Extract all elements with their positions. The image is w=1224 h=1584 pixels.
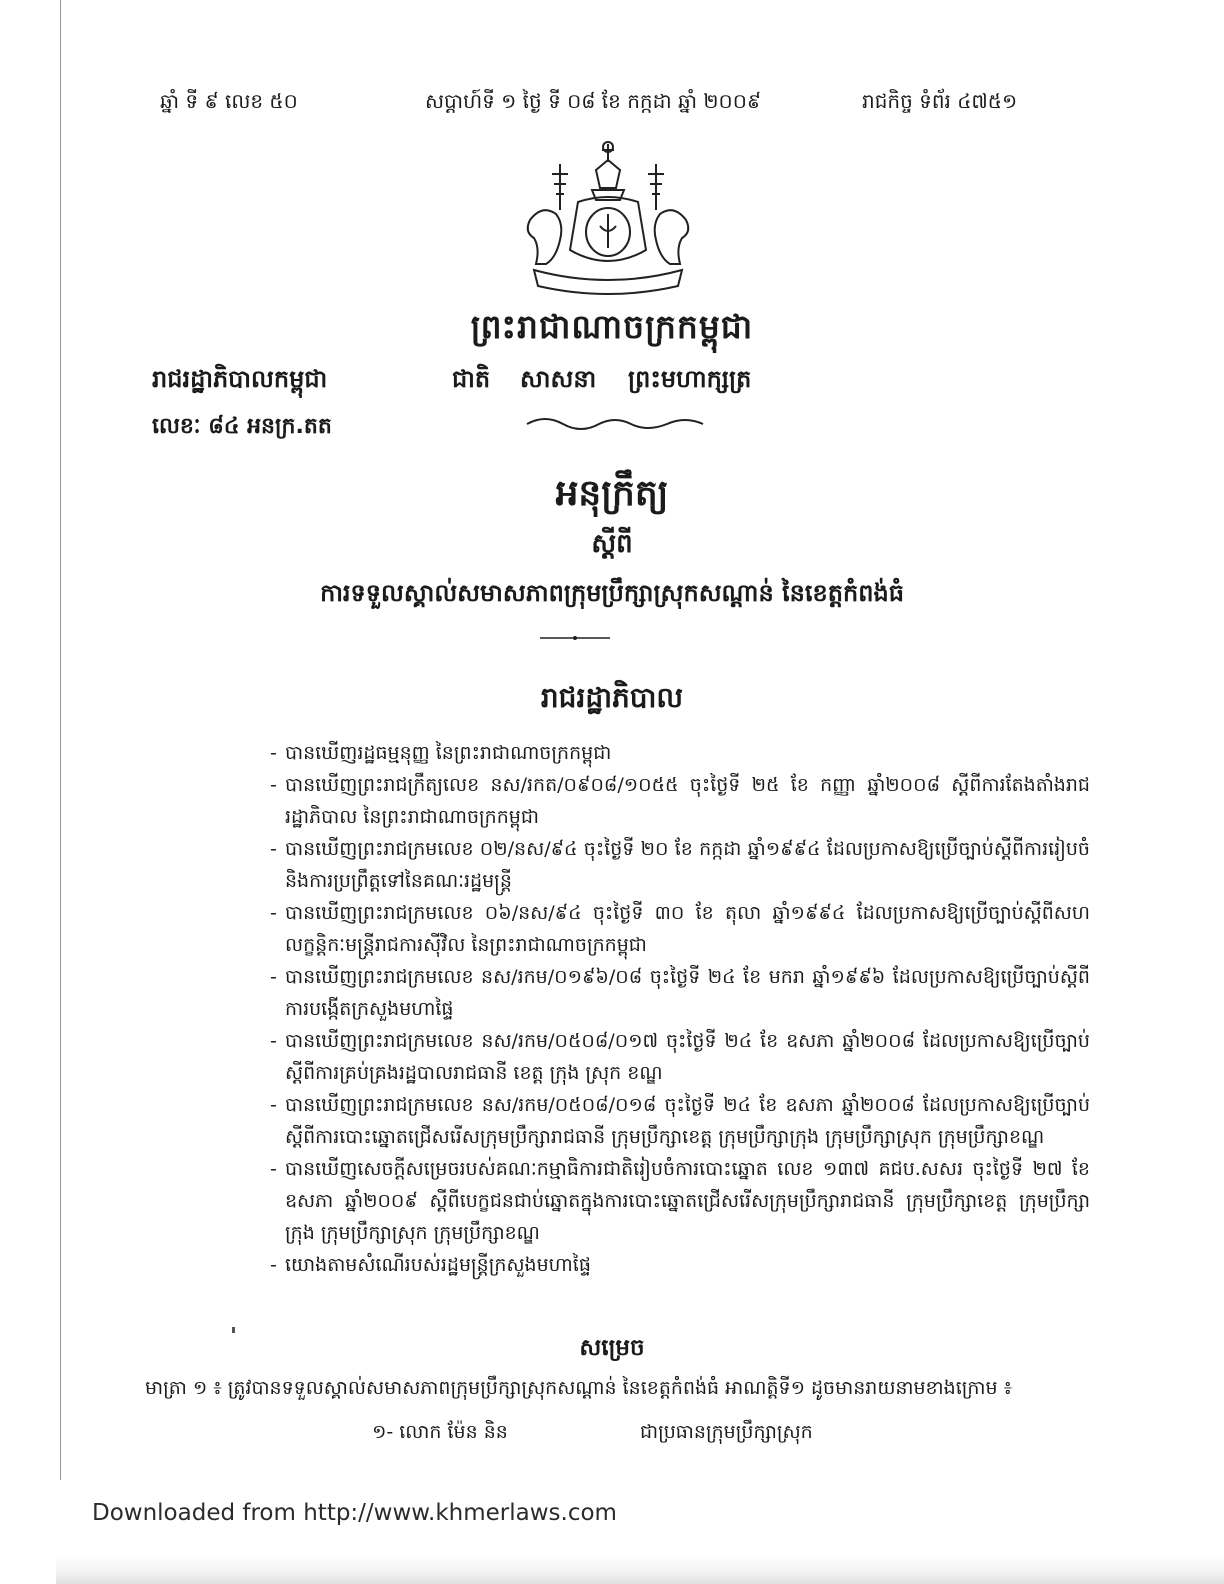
motto-nation: ជាតិ: [452, 365, 491, 393]
gazette-page: រាជកិច្ច ទំព័រ ៤៧៥១: [862, 89, 1018, 113]
decides-heading: សម្រេច: [579, 1335, 645, 1361]
legal-basis-item: - បានឃើញព្រះរាជក្រមលេខ នស/រកម/០៥០៨/០១៨ ចុះថ្ងៃទី ២៤ ខែ ឧសភា ឆ្នាំ២០០៨ ដែលប្រកាសឱ្យប្រើច្បាប់ស្តីពីការបោះឆ្នោតជ្រើសរើសក្រុមប្រឹក្សារាជធានី ក្រុមប្រឹក្សាខេត្ត ក្រុមប្រឹក្សាក្រុង ក្រុមប្រឹក្សាស្រុក ក្រុមប្រឹក្សាខណ្ឌ: [270, 1089, 1090, 1153]
legal-basis-item: - យោងតាមសំណើរបស់រដ្ឋមន្ត្រីក្រសួងមហាផ្ទៃ: [270, 1249, 1090, 1281]
government-heading: រាជរដ្ឋាភិបាល: [540, 681, 684, 714]
motto-king: ព្រះមហាក្សត្រ: [628, 365, 752, 393]
legal-basis-item: - បានឃើញព្រះរាជក្រមលេខ ០៦/នស/៩៤ ចុះថ្ងៃទី ៣០ ខែ តុលា ឆ្នាំ១៩៩៤ ដែលប្រកាសឱ្យប្រើច្បាប់ស្តីពីសហលក្ខន្តិកៈមន្ត្រីរាជការស៊ីវិល នៃព្រះរាជាណាចក្រកម្ពុជា: [270, 897, 1090, 961]
ornament-flourish-icon: [525, 414, 705, 434]
member-role: ជាប្រធានក្រុមប្រឹក្សាស្រុក: [640, 1421, 813, 1443]
legal-basis-item: - បានឃើញរដ្ឋធម្មនុញ្ញ នៃព្រះរាជាណាចក្រកម្ពុជា: [270, 737, 1090, 769]
scan-margin-line: [60, 0, 61, 1480]
decree-subject: ការទទួលស្គាល់សមាសភាពក្រុមប្រឹក្សាស្រុកសណ្តាន់ នៃខេត្តកំពង់ធំ: [320, 579, 904, 607]
legal-basis-item: - បានឃើញព្រះរាជក្រឹត្យលេខ នស/រកត/០៩០៨/១០៥៥ ចុះថ្ងៃទី ២៥ ខែ កញ្ញា ឆ្នាំ២០០៨ ស្តីពីការតែងតាំងរាជរដ្ឋាភិបាល នៃព្រះរាជាណាចក្រកម្ពុជា: [270, 769, 1090, 833]
scan-bottom-edge: [56, 1554, 1224, 1584]
motto-religion: សាសនា: [520, 365, 597, 393]
legal-basis-list: [270, 737, 1090, 1281]
download-source-footer: Downloaded from http://www.khmerlaws.com: [92, 1500, 617, 1526]
decree-title: អនុក្រឹត្យ: [555, 473, 669, 514]
gazette-date: សប្តាហ៍ទី ១ ថ្ងៃ ទី ០៨ ខែ កក្កដា ឆ្នាំ ២០០៩: [425, 89, 762, 113]
royal-emblem-icon: [516, 140, 700, 302]
legal-basis-item: - បានឃើញព្រះរាជក្រមលេខ នស/រកម/០១៩៦/០៨ ចុះថ្ងៃទី ២៤ ខែ មករា ឆ្នាំ១៩៩៦ ដែលប្រកាសឱ្យប្រើច្បាប់ស្តីពីការបង្កើតក្រសួងមហាផ្ទៃ: [270, 961, 1090, 1025]
scan-speck: [232, 1327, 235, 1333]
issuer-name: រាជរដ្ឋាភិបាលកម្ពុជា: [152, 365, 328, 393]
gazette-issue: ឆ្នាំ ទី ៩ លេខ ៥០: [160, 89, 298, 113]
legal-basis-item: - បានឃើញសេចក្តីសម្រេចរបស់គណៈកម្មាធិការជាតិរៀបចំការបោះឆ្នោត លេខ ១៣៧ គជប.សសរ ចុះថ្ងៃទី ២៧ ខែ ឧសភា ឆ្នាំ២០០៩ ស្តីពីបេក្ខជនជាប់ឆ្នោតក្នុងការបោះឆ្នោតជ្រើសរើសក្រុមប្រឹក្សារាជធានី ក្រុមប្រឹក្សាខេត្ត ក្រុមប្រឹក្សាក្រុង ក្រុមប្រឹក្សាស្រុក ក្រុមប្រឹក្សាខណ្ឌ: [270, 1153, 1090, 1249]
legal-basis-item: - បានឃើញព្រះរាជក្រមលេខ ០២/នស/៩៤ ចុះថ្ងៃទី ២០ ខែ កក្កដា ឆ្នាំ១៩៩៤ ដែលប្រកាសឱ្យប្រើច្បាប់ស្តីពីការរៀបចំ និងការប្រព្រឹត្តទៅនៃគណៈរដ្ឋមន្ត្រី: [270, 833, 1090, 897]
article-1: មាត្រា ១ ៖ ត្រូវបានទទួលស្គាល់សមាសភាពក្រុមប្រឹក្សាស្រុកសណ្តាន់ នៃខេត្តកំពង់ធំ អាណត្តិទី១ ដូចមានរាយនាមខាងក្រោម ៖: [145, 1377, 1012, 1399]
about-label: ស្តីពី: [591, 529, 633, 559]
reference-number: លេខៈ ៨៤ អនក្រ.តត: [152, 414, 332, 439]
section-divider: [540, 634, 610, 642]
member-name: ១- លោក ម៉ែន និន: [372, 1421, 508, 1443]
kingdom-title: ព្រះរាជាណាចក្រកម្ពុជា: [470, 307, 754, 346]
legal-basis-item: - បានឃើញព្រះរាជក្រមលេខ នស/រកម/០៥០៨/០១៧ ចុះថ្ងៃទី ២៤ ខែ ឧសភា ឆ្នាំ២០០៨ ដែលប្រកាសឱ្យប្រើច្បាប់ស្តីពីការគ្រប់គ្រងរដ្ឋបាលរាជធានី ខេត្ត ក្រុង ស្រុក ខណ្ឌ: [270, 1025, 1090, 1089]
